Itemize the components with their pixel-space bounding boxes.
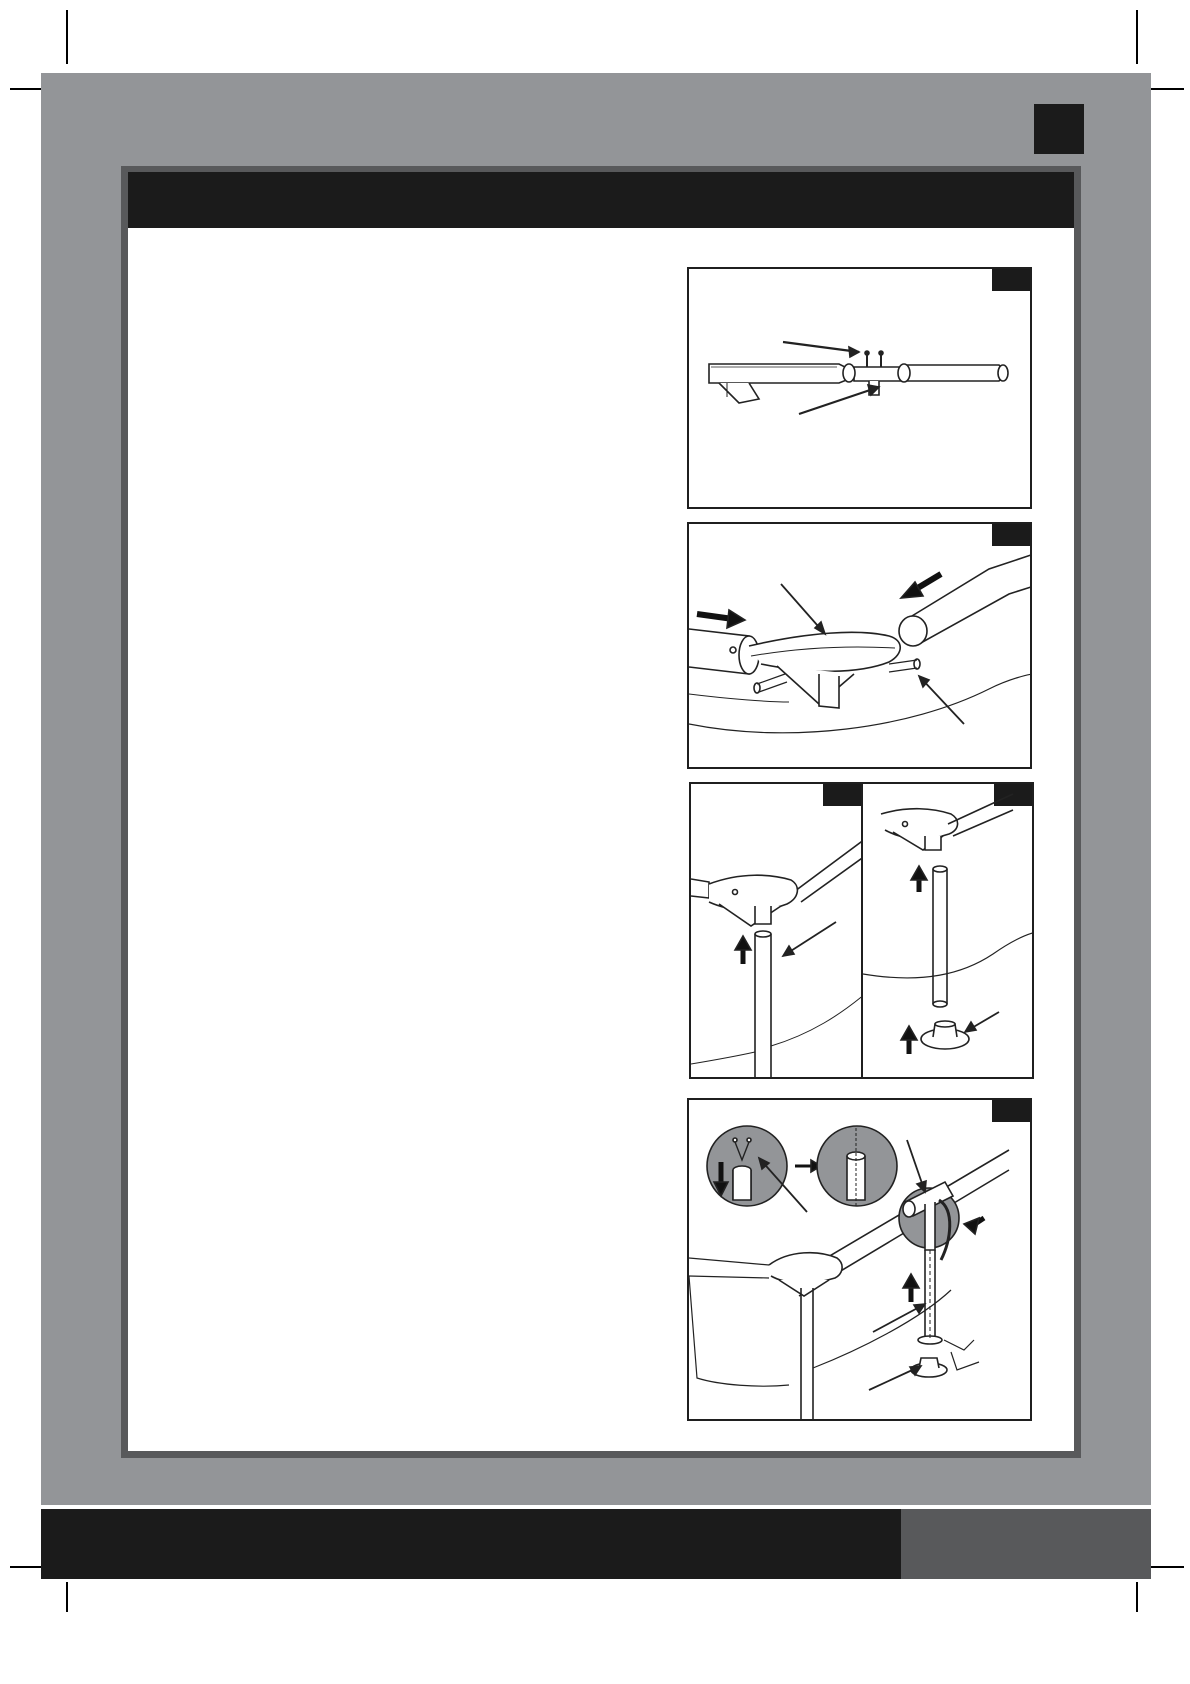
figure-2-corner-joint (687, 522, 1032, 769)
figure-3b-leg-base (861, 782, 1034, 1079)
crop-mark-bottom-right-vertical (1136, 1582, 1138, 1612)
crop-mark-bottom-left-vertical (66, 1582, 68, 1612)
crop-mark-top-right-vertical (1136, 10, 1138, 64)
figure-3b-illustration (863, 784, 1034, 1079)
figure-4-locking-pin (687, 1098, 1032, 1421)
figure-1-illustration (689, 269, 1032, 509)
figure-4-illustration (689, 1100, 1032, 1421)
footer-accent-block (901, 1509, 1151, 1579)
footer-bar (41, 1509, 901, 1579)
content-panel (128, 172, 1074, 1451)
figure-2-illustration (689, 524, 1032, 769)
figure-1-beam-junction (687, 267, 1032, 509)
figure-3a-illustration (691, 784, 863, 1079)
crop-mark-top-left-vertical (66, 10, 68, 64)
section-header-bar (128, 172, 1074, 228)
page-number-box (1034, 104, 1084, 154)
figure-3a-leg-insertion (689, 782, 863, 1079)
